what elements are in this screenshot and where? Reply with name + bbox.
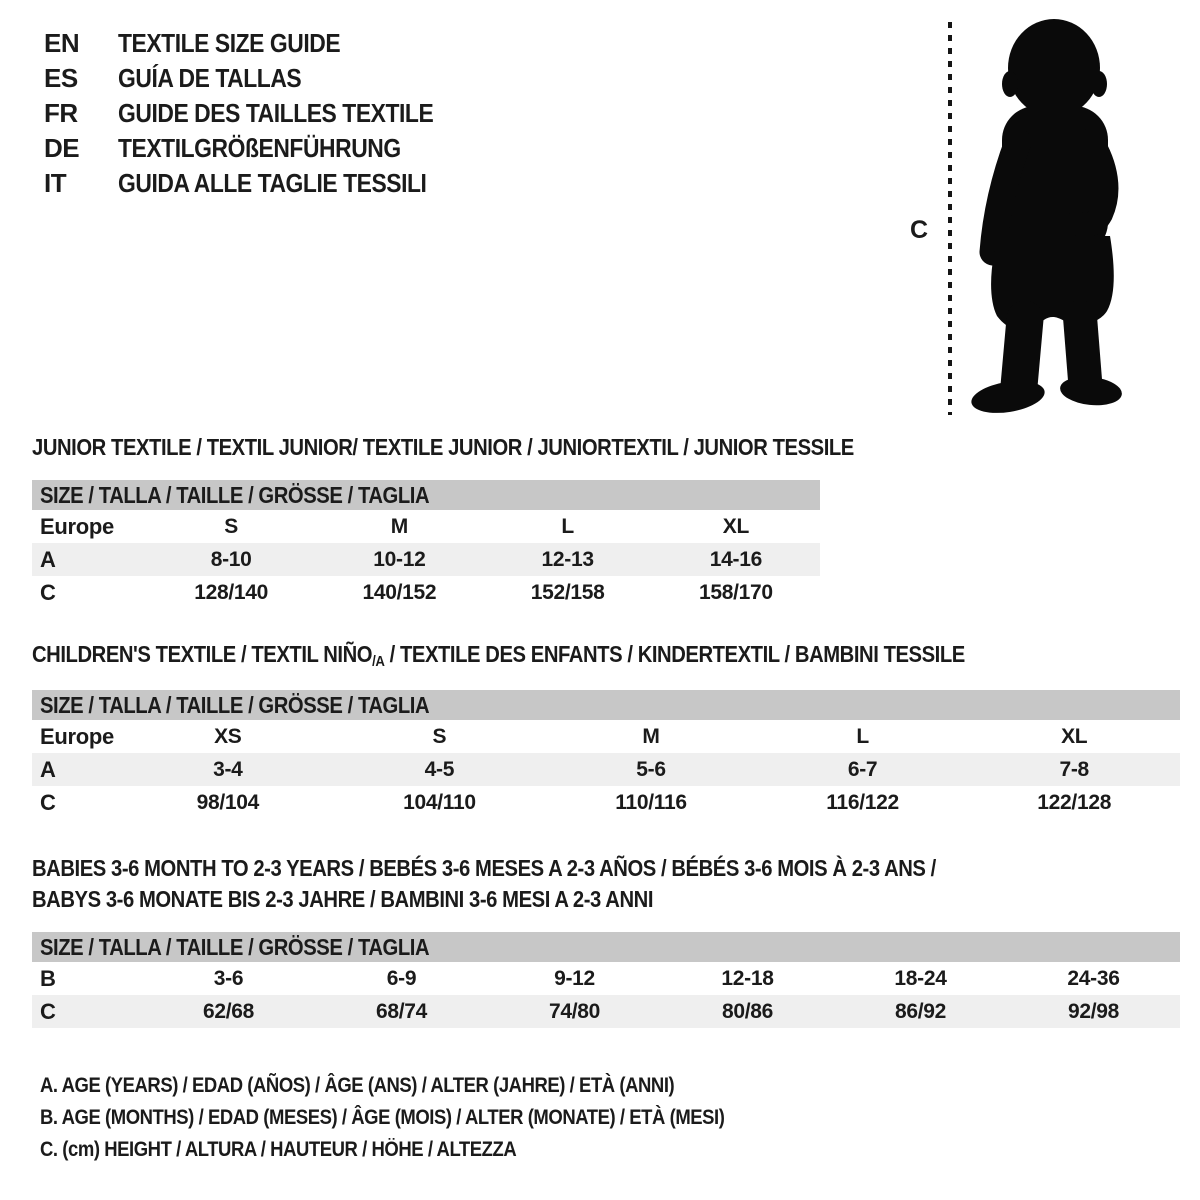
months-cell: 6-9	[386, 966, 417, 990]
height-cell: 140/152	[362, 580, 437, 604]
height-cell: 104/110	[403, 790, 476, 814]
size-cell: XL	[722, 514, 749, 538]
legend-age-months: B. AGE (MONTHS) / EDAD (MESES) / ÂGE (MOIS) / ALTER (MONATE) / ETÀ (MESI)	[40, 1106, 725, 1129]
children-section-title: CHILDREN'S TEXTILE / TEXTIL NIÑO/A / TEXTILE DES ENFANTS / KINDERTEXTIL / BAMBINI TESSILE	[32, 641, 965, 670]
height-cell: 110/116	[615, 790, 687, 814]
months-cell: 3-6	[213, 966, 244, 990]
title-subscript: /A	[372, 653, 385, 670]
height-cell: 122/128	[1037, 790, 1112, 814]
height-cell: 116/122	[826, 790, 899, 814]
language-title: TEXTILGRÖßENFÜHRUNG	[118, 133, 401, 163]
months-cell: 24-36	[1067, 966, 1120, 990]
age-cell: 7-8	[1059, 757, 1089, 781]
legend-height-cm: C. (cm) HEIGHT / ALTURA / HAUTEUR / HÖHE / ALTEZZA	[40, 1138, 517, 1161]
months-cell: 9-12	[554, 966, 595, 990]
row-label: C	[40, 998, 56, 1024]
height-measure-line	[948, 22, 952, 415]
children-textile-section	[32, 641, 1180, 819]
age-cell: 3-4	[213, 757, 243, 781]
age-cell: 6-7	[847, 757, 878, 781]
junior-size-header-bar: SIZE / TALLA / TAILLE / GRÖSSE / TAGLIA	[32, 480, 820, 510]
age-cell: 8-10	[210, 547, 252, 571]
language-code: IT	[44, 168, 67, 198]
babies-section-title-line1: BABIES 3-6 MONTH TO 2-3 YEARS / BEBÉS 3-6 MESES A 2-3 AÑOS / BÉBÉS 3-6 MOIS À 2-3 ANS /	[32, 855, 936, 881]
language-title: TEXTILE SIZE GUIDE	[118, 28, 341, 58]
language-row-es	[44, 61, 476, 96]
row-label: Europe	[40, 723, 114, 749]
language-row-de	[44, 131, 476, 166]
language-row-it	[44, 166, 476, 201]
size-cell: M	[642, 724, 660, 748]
row-label: C	[40, 579, 56, 605]
language-code: DE	[44, 133, 80, 163]
height-cell: 62/68	[202, 999, 255, 1023]
height-cell: 128/140	[194, 580, 269, 604]
size-cell: XL	[1061, 724, 1088, 748]
language-code: ES	[44, 63, 78, 93]
language-code: FR	[44, 98, 78, 128]
row-label: A	[40, 756, 56, 782]
row-label: C	[40, 789, 56, 815]
language-title: GUIDA ALLE TAGLIE TESSILI	[118, 168, 427, 198]
children-europe-row	[32, 720, 1180, 753]
junior-age-row	[32, 543, 820, 576]
junior-section-title: JUNIOR TEXTILE / TEXTIL JUNIOR/ TEXTILE JUNIOR / JUNIORTEXTIL / JUNIOR TESSILE	[32, 434, 854, 460]
language-title: GUÍA DE TALLAS	[118, 63, 302, 93]
row-label: A	[40, 546, 56, 572]
size-cell: L	[856, 724, 869, 748]
age-cell: 10-12	[373, 547, 426, 571]
junior-textile-section	[32, 434, 854, 609]
height-cell: 158/170	[698, 580, 773, 604]
height-cell: 68/74	[375, 999, 428, 1023]
babies-months-row	[32, 962, 1180, 995]
months-cell: 12-18	[721, 966, 774, 990]
size-cell: L	[561, 514, 574, 538]
babies-height-row	[32, 995, 1180, 1028]
language-title: GUIDE DES TAILLES TEXTILE	[118, 98, 434, 128]
toddler-silhouette-icon	[964, 14, 1144, 422]
junior-europe-row	[32, 510, 820, 543]
legend	[40, 1070, 818, 1166]
age-cell: 14-16	[709, 547, 762, 571]
size-cell: S	[224, 514, 238, 538]
height-cell: 86/92	[894, 999, 947, 1023]
language-title-list	[44, 26, 476, 201]
children-size-header-bar: SIZE / TALLA / TAILLE / GRÖSSE / TAGLIA	[32, 690, 1180, 720]
legend-age-years: A. AGE (YEARS) / EDAD (AÑOS) / ÂGE (ANS) / ALTER (JAHRE) / ETÀ (ANNI)	[40, 1074, 675, 1097]
size-cell: XS	[214, 724, 242, 748]
language-row-fr	[44, 96, 476, 131]
age-cell: 12-13	[541, 547, 594, 571]
junior-height-row	[32, 576, 820, 609]
language-row-en	[44, 26, 476, 61]
height-cell: 80/86	[721, 999, 774, 1023]
babies-size-header-bar: SIZE / TALLA / TAILLE / GRÖSSE / TAGLIA	[32, 932, 1180, 962]
babies-section-title-line2: BABYS 3-6 MONATE BIS 2-3 JAHRE / BAMBINI 3-6 MESI A 2-3 ANNI	[32, 886, 654, 912]
row-label: Europe	[40, 513, 114, 539]
height-cell: 92/98	[1067, 999, 1120, 1023]
row-label: B	[40, 965, 56, 991]
children-height-row	[32, 786, 1180, 819]
language-code: EN	[44, 28, 80, 58]
babies-textile-section	[32, 853, 1180, 1028]
months-cell: 18-24	[894, 966, 947, 990]
height-cell: 98/104	[196, 790, 260, 814]
height-measure-label: C	[910, 216, 929, 244]
size-cell: S	[432, 724, 447, 748]
height-cell: 152/158	[530, 580, 605, 604]
age-cell: 5-6	[636, 757, 666, 781]
children-age-row	[32, 753, 1180, 786]
height-cell: 74/80	[548, 999, 601, 1023]
age-cell: 4-5	[424, 757, 455, 781]
size-cell: M	[390, 514, 408, 538]
